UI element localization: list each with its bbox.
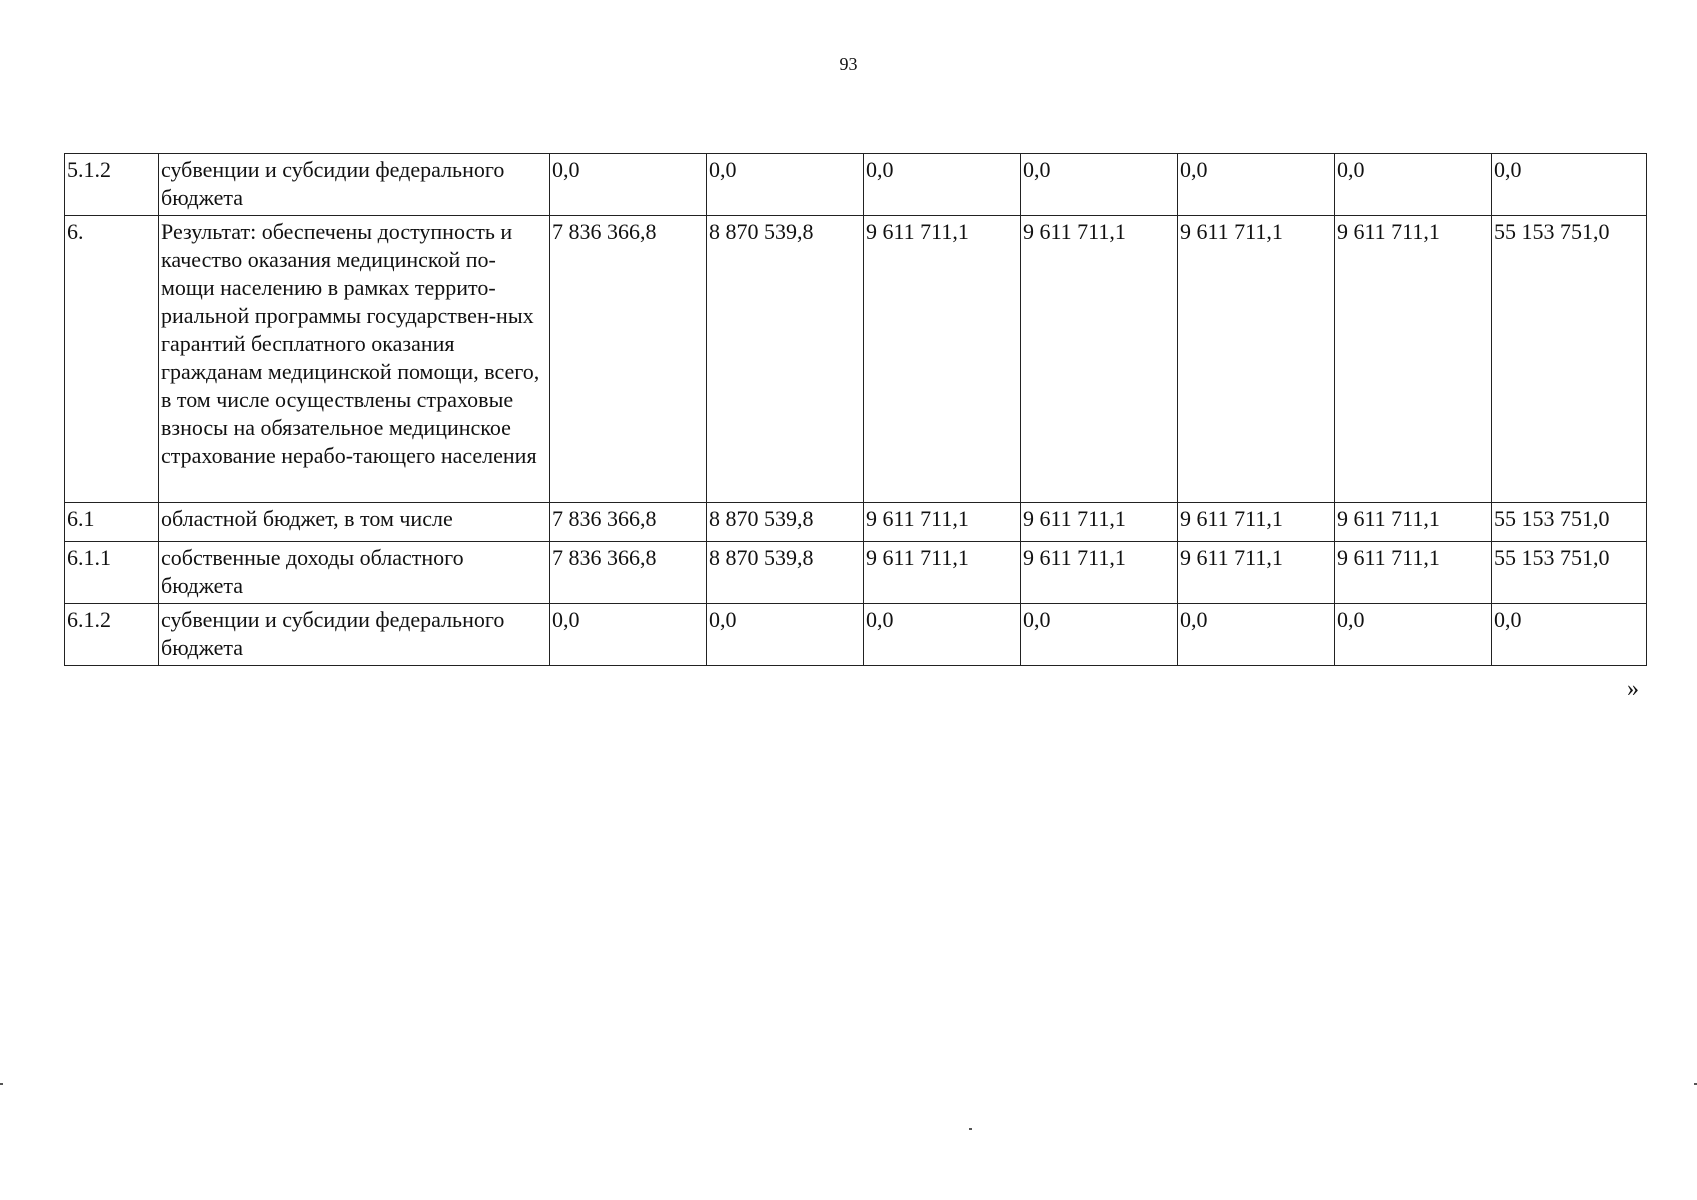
- page-number: 93: [839, 54, 858, 74]
- row-value: 0,0: [1492, 154, 1647, 216]
- row-value: 0,0: [864, 604, 1021, 666]
- row-value: 0,0: [707, 604, 864, 666]
- closing-quote-mark: »: [1627, 676, 1639, 702]
- row-value: 0,0: [1021, 154, 1178, 216]
- row-value: 9 611 711,1: [1021, 542, 1178, 604]
- row-value: 0,0: [1178, 154, 1335, 216]
- row-value: 9 611 711,1: [864, 542, 1021, 604]
- row-value: 9 611 711,1: [864, 216, 1021, 503]
- row-value: 8 870 539,8: [707, 216, 864, 503]
- row-value: 55 153 751,0: [1492, 216, 1647, 503]
- row-value: 0,0: [550, 154, 707, 216]
- row-value: 0,0: [1335, 154, 1492, 216]
- row-value: 9 611 711,1: [1021, 216, 1178, 503]
- table-row: [65, 542, 1647, 604]
- row-value: 0,0: [707, 154, 864, 216]
- row-value: 55 153 751,0: [1492, 542, 1647, 604]
- row-name: Результат: обеспечены доступность и качество оказания медицинской по-мощи населению в рамках террито-риальной программы государствен-ных гарантий бесплатного оказания гражданам медицинской помощи, всего, в том числе осуществлены страховые взносы на обязательное медицинское страхование нерабо-тающего населения: [159, 216, 550, 503]
- row-name: областной бюджет, в том числе: [159, 503, 550, 542]
- scan-speck: [0, 1083, 3, 1085]
- row-value: 7 836 366,8: [550, 503, 707, 542]
- row-code: 6.1.1: [65, 542, 159, 604]
- scan-speck: [969, 1128, 972, 1130]
- row-code: 6.1.2: [65, 604, 159, 666]
- row-value: 0,0: [1178, 604, 1335, 666]
- row-code: 6.1: [65, 503, 159, 542]
- table-row: [65, 503, 1647, 542]
- table-row: [65, 154, 1647, 216]
- budget-table: [64, 153, 1647, 666]
- row-value: 7 836 366,8: [550, 216, 707, 503]
- row-value: 8 870 539,8: [707, 542, 864, 604]
- row-value: 0,0: [550, 604, 707, 666]
- row-value: 0,0: [1492, 604, 1647, 666]
- row-value: 0,0: [864, 154, 1021, 216]
- table-row: [65, 604, 1647, 666]
- row-value: 9 611 711,1: [1178, 503, 1335, 542]
- row-value: 9 611 711,1: [1178, 542, 1335, 604]
- row-value: 0,0: [1021, 604, 1178, 666]
- row-code: 5.1.2: [65, 154, 159, 216]
- row-value: 7 836 366,8: [550, 542, 707, 604]
- row-value: 55 153 751,0: [1492, 503, 1647, 542]
- row-name: субвенции и субсидии федерального бюджета: [159, 154, 550, 216]
- row-value: 9 611 711,1: [1021, 503, 1178, 542]
- row-value: 9 611 711,1: [1335, 216, 1492, 503]
- row-name: субвенции и субсидии федерального бюджета: [159, 604, 550, 666]
- row-code: 6.: [65, 216, 159, 503]
- row-value: 0,0: [1335, 604, 1492, 666]
- table-row: [65, 216, 1647, 503]
- row-value: 9 611 711,1: [864, 503, 1021, 542]
- row-value: 9 611 711,1: [1178, 216, 1335, 503]
- row-value: 9 611 711,1: [1335, 503, 1492, 542]
- row-name: собственные доходы областного бюджета: [159, 542, 550, 604]
- row-value: 9 611 711,1: [1335, 542, 1492, 604]
- row-value: 8 870 539,8: [707, 503, 864, 542]
